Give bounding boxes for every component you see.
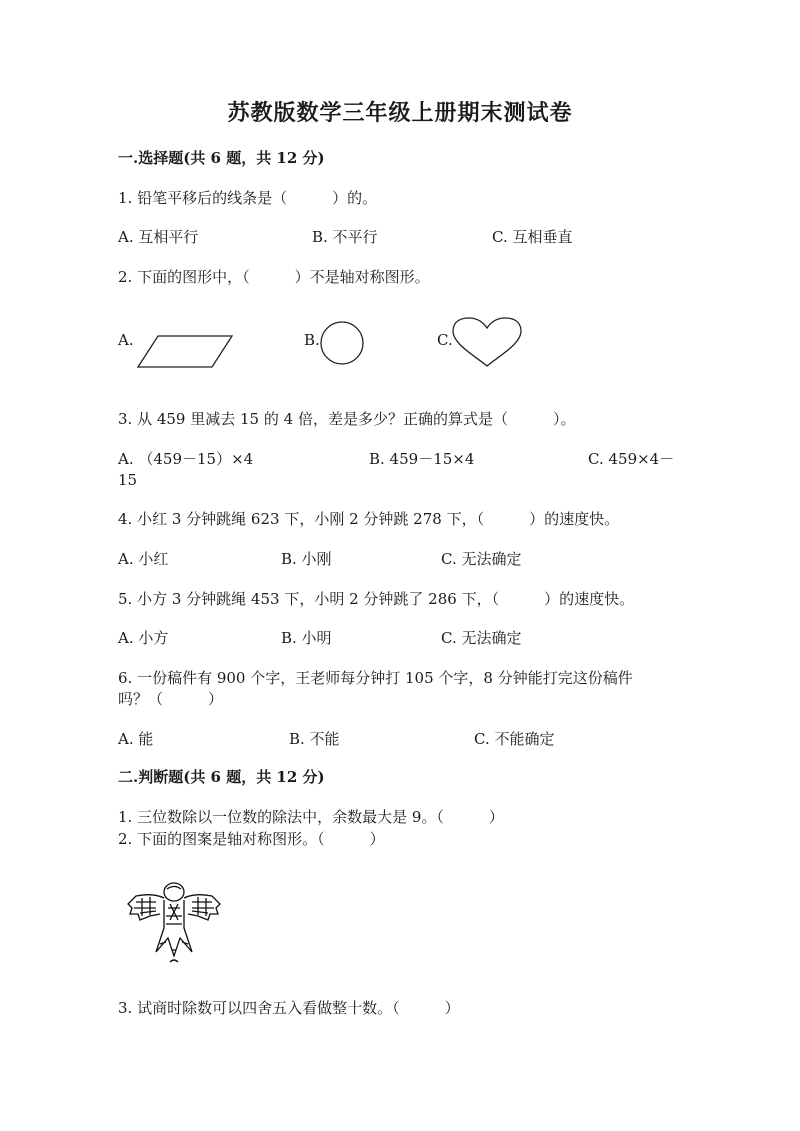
q3-option-b: B. 459－15×4 bbox=[369, 450, 475, 468]
judgement-3: 3. 试商时除数可以四舍五入看做整十数。（ ） bbox=[118, 999, 460, 1017]
question-4: 4. 小红 3 分钟跳绳 623 下，小刚 2 分钟跳 278 下，（ ）的速度快。 bbox=[118, 510, 620, 528]
question-3: 3. 从 459 里减去 15 的 4 倍，差是多少？正确的算式是（ ）。 bbox=[118, 410, 576, 428]
question-6-line1: 6. 一份稿件有 900 个字，王老师每分钟打 105 个字，8 分钟能打完这份稿件 bbox=[118, 669, 633, 687]
question-2: 2. 下面的图形中，（ ）不是轴对称图形。 bbox=[118, 268, 430, 286]
q3-option-c-continued: 15 bbox=[118, 471, 138, 489]
circle-figure bbox=[319, 320, 365, 366]
question-1: 1. 铅笔平移后的线条是（ ）的。 bbox=[118, 189, 378, 207]
q3-option-c: C. 459×4－ bbox=[588, 450, 675, 468]
heart-figure bbox=[451, 316, 523, 368]
q2-option-b: B. bbox=[304, 331, 320, 349]
q3-option-a: A. （459－15）×4 bbox=[118, 450, 254, 468]
q1-option-b: B. 不平行 bbox=[312, 228, 378, 246]
q4-option-a: A. 小红 bbox=[118, 550, 169, 568]
judgement-1: 1. 三位数除以一位数的除法中，余数最大是 9。（ ） bbox=[118, 808, 504, 826]
question-6-line2: 吗？（ ） bbox=[118, 690, 224, 708]
section-heading-choice: 一.选择题(共 6 题，共 12 分) bbox=[118, 149, 325, 167]
parallelogram-figure bbox=[136, 334, 236, 370]
q1-option-a: A. 互相平行 bbox=[118, 228, 199, 246]
q2-option-a: A. bbox=[118, 331, 134, 349]
q6-option-c: C. 不能确定 bbox=[474, 730, 555, 748]
kite-figure bbox=[126, 880, 222, 960]
question-5: 5. 小方 3 分钟跳绳 453 下，小明 2 分钟跳了 286 下，（ ）的速度快。 bbox=[118, 590, 635, 608]
q4-option-b: B. 小刚 bbox=[281, 550, 332, 568]
q6-option-b: B. 不能 bbox=[289, 730, 340, 748]
q4-option-c: C. 无法确定 bbox=[441, 550, 522, 568]
page-title: 苏教版数学三年级上册期末测试卷 bbox=[227, 100, 573, 126]
judgement-2: 2. 下面的图案是轴对称图形。（ ） bbox=[118, 830, 385, 848]
q5-option-c: C. 无法确定 bbox=[441, 629, 522, 647]
q1-option-c: C. 互相垂直 bbox=[492, 228, 573, 246]
section-heading-judgement: 二.判断题(共 6 题，共 12 分) bbox=[118, 768, 325, 786]
q6-option-a: A. 能 bbox=[118, 730, 154, 748]
q5-option-a: A. 小方 bbox=[118, 629, 169, 647]
q5-option-b: B. 小明 bbox=[281, 629, 332, 647]
q2-option-c: C. bbox=[437, 331, 453, 349]
